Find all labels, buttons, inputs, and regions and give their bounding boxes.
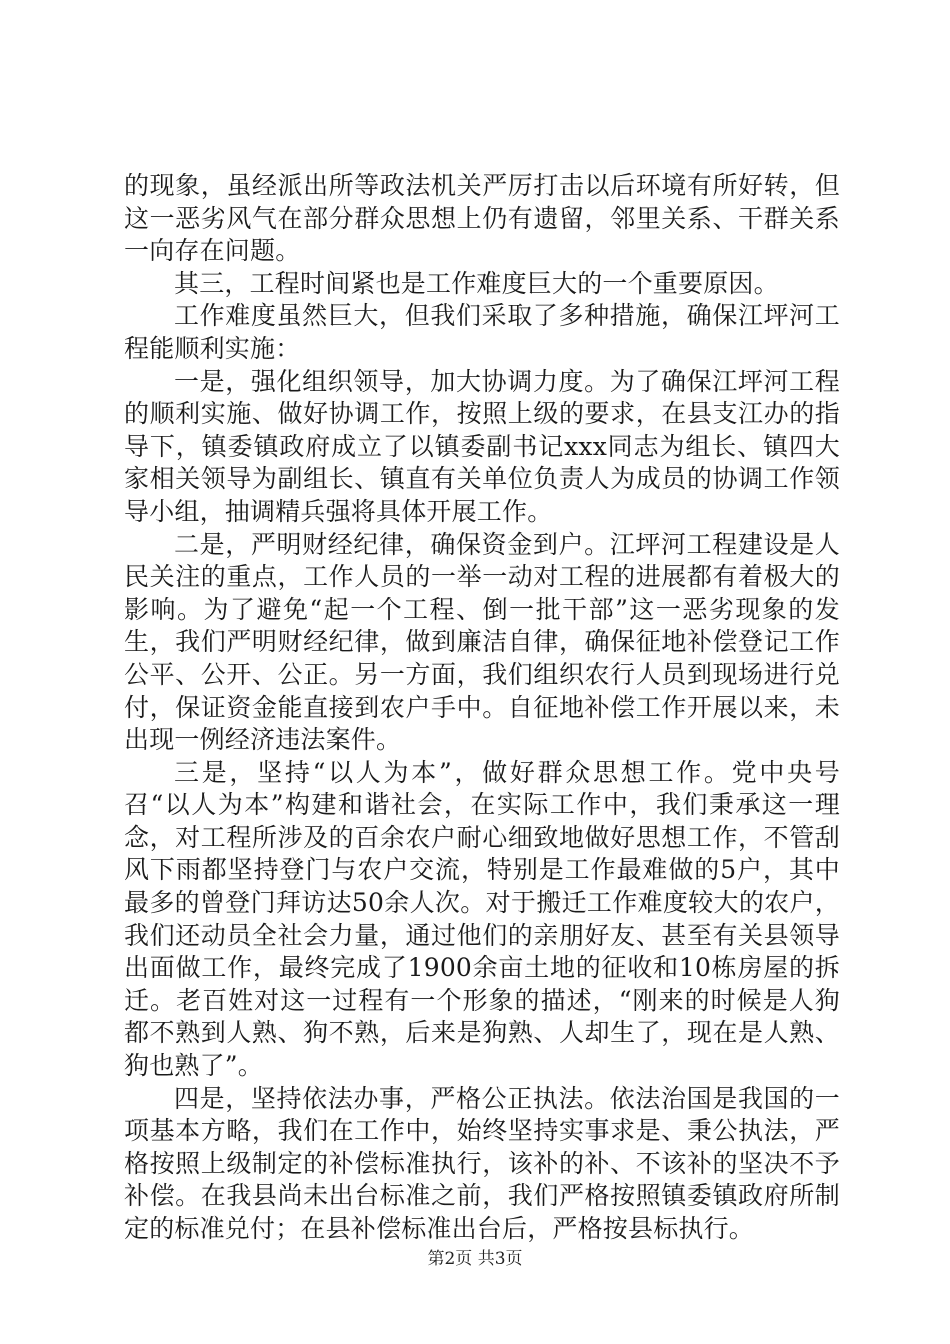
paragraph-6: 三是，坚持“以人为本”，做好群众思想工作。党中央号召“以人为本”构建和谐社会，在实际工作中，我们秉承这一理念，对工程所涉及的百余农户耐心细致地做好思想工作，不管刮风下雨都坚持登门与农户交流，特别是工作最难做的5户，其中最多的曾登门拜访达50余人次。对于搬迁工作难度较大的农户，我们还动员全社会力量，通过他们的亲朋好友、甚至有关县领导出面做工作，最终完成了1900余亩土地的征收和10栋房屋的拆迁。老百姓对这一过程有一个形象的描述，“刚来的时候是人狗都不熟到人熟、狗不熟，后来是狗熟、人却生了，现在是人熟、狗也熟了”。 [124,757,840,1081]
document-body [124,170,840,1246]
paragraph-2: 其三，工程时间紧也是工作难度巨大的一个重要原因。 [174,268,779,298]
paragraph-7: 四是，坚持依法办事，严格公正执法。依法治国是我国的一项基本方略，我们在工作中，始终坚持实事求是、秉公执法，严格按照上级制定的补偿标准执行，该补的补、不该补的坚决不予补偿。在我县尚未出台标准之前，我们严格按照镇委镇政府所制定的标准兑付；在县补偿标准出台后，严格按县标执行。 [124,1083,840,1243]
paragraph-1: 的现象，虽经派出所等政法机关严厉打击以后环境有所好转，但这一恶劣风气在部分群众思想上仍有遗留，邻里关系、干群关系一向存在问题。 [124,171,840,266]
paragraph-5: 二是，严明财经纪律，确保资金到户。江坪河工程建设是人民关注的重点，工作人员的一举一动对工程的进展都有着极大的影响。为了避免“起一个工程、倒一批干部”这一恶劣现象的发生，我们严明财经纪律，做到廉洁自律，确保征地补偿登记工作公平、公开、公正。另一方面，我们组织农行人员到现场进行兑付，保证资金能直接到农户手中。自征地补偿工作开展以来，未出现一例经济违法案件。 [124,529,840,755]
paragraph-3: 工作难度虽然巨大，但我们采取了多种措施，确保江坪河工程能顺利实施： [124,301,840,363]
paragraph-4: 一是，强化组织领导，加大协调力度。为了确保江坪河工程的顺利实施、做好协调工作，按照上级的要求，在县支江办的指导下，镇委镇政府成立了以镇委副书记xxx同志为组长、镇四大家相关领导为副组长、镇直有关单位负责人为成员的协调工作领导小组，抽调精兵强将具体开展工作。 [124,366,840,526]
page-footer: 第2页 共3页 [427,1249,523,1269]
